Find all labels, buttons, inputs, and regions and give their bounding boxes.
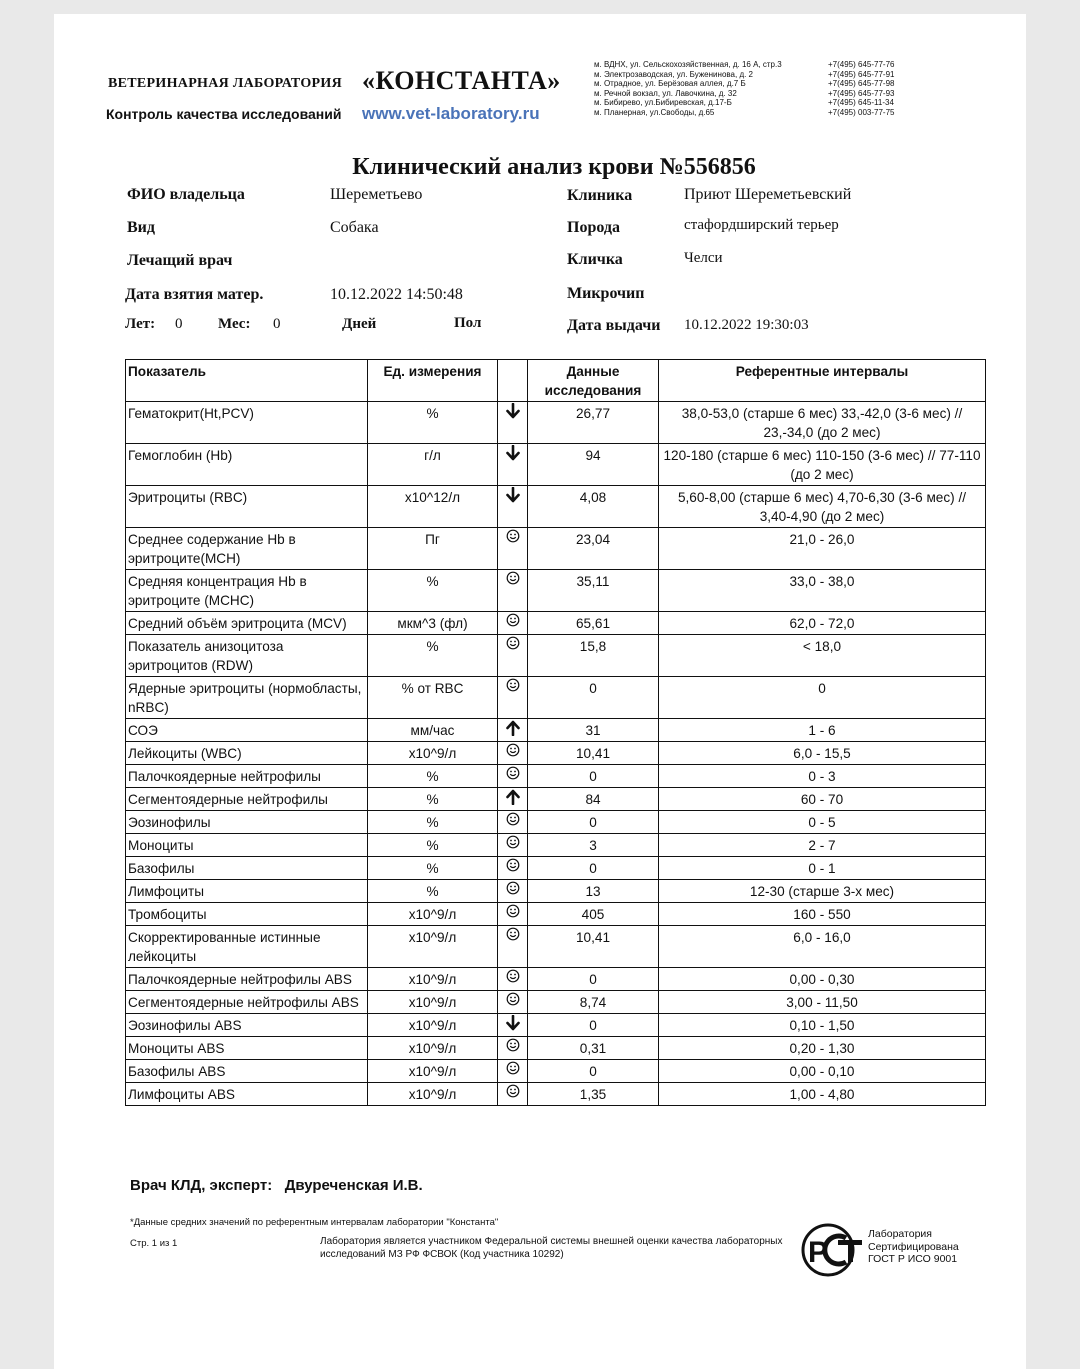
sex-label: Пол — [454, 315, 482, 331]
smiley-icon — [498, 743, 527, 757]
arrow-down-icon — [498, 403, 527, 419]
indicator-name: Среднее содержание Hb в эритроците(MCH) — [126, 528, 368, 570]
table-row — [126, 765, 986, 788]
flag-cell — [498, 926, 528, 968]
months-label: Мес: — [218, 316, 251, 332]
owner-value: Шереметьево — [330, 186, 423, 203]
flag-cell — [498, 991, 528, 1014]
species-value: Собака — [330, 219, 379, 236]
rst-certification-logo — [800, 1222, 864, 1283]
branch-row — [594, 98, 904, 108]
indicator-name: Гематокрит(Ht,PCV) — [126, 402, 368, 444]
indicator-name: Сегментоядерные нейтрофилы — [126, 788, 368, 811]
table-row — [126, 402, 986, 444]
reference-range: 0 - 3 — [659, 765, 986, 788]
result-value: 94 — [528, 444, 659, 486]
table-row — [126, 677, 986, 719]
reference-range: 6,0 - 16,0 — [659, 926, 986, 968]
table-row — [126, 834, 986, 857]
col-header-name: Показатель — [126, 360, 368, 402]
svg-text:Р: Р — [808, 1236, 829, 1269]
unit: % — [368, 811, 498, 834]
smiley-icon — [498, 529, 527, 543]
flag-cell — [498, 834, 528, 857]
result-value: 10,41 — [528, 926, 659, 968]
smiley-icon — [498, 766, 527, 780]
branch-phone: +7(495) 645-77-98 — [828, 79, 895, 89]
smiley-icon — [498, 1038, 527, 1052]
reference-range: 0 — [659, 677, 986, 719]
unit: мкм^3 (фл) — [368, 612, 498, 635]
flag-cell — [498, 1037, 528, 1060]
report-title: Клинический анализ крови №556856 — [352, 154, 756, 180]
indicator-name: Сегментоядерные нейтрофилы ABS — [126, 991, 368, 1014]
flag-cell — [498, 528, 528, 570]
indicator-name: Лимфоциты — [126, 880, 368, 903]
flag-cell — [498, 635, 528, 677]
smiley-icon — [498, 969, 527, 983]
result-value: 8,74 — [528, 991, 659, 1014]
smiley-icon — [498, 812, 527, 826]
indicator-name: Эозинофилы ABS — [126, 1014, 368, 1037]
indicator-name: Базофилы ABS — [126, 1060, 368, 1083]
branch-phone: +7(495) 645-77-93 — [828, 88, 895, 98]
indicator-name: Лимфоциты ABS — [126, 1083, 368, 1106]
smiley-icon — [498, 835, 527, 849]
indicator-name: Моноциты ABS — [126, 1037, 368, 1060]
arrow-down-icon — [498, 487, 527, 503]
clinic-value: Приют Шереметьевский — [684, 186, 852, 203]
reference-range: 0,00 - 0,10 — [659, 1060, 986, 1083]
smiley-icon — [498, 678, 527, 692]
reference-range: < 18,0 — [659, 635, 986, 677]
branch-phone: +7(495) 645-11-34 — [828, 98, 894, 108]
branch-row — [594, 108, 904, 118]
flag-cell — [498, 811, 528, 834]
footnote: *Данные средних значений по референтным интервалам лаборатории "Константа" — [130, 1217, 499, 1228]
cert-line-3: ГОСТ Р ИСО 9001 — [868, 1253, 958, 1265]
result-value: 0 — [528, 1014, 659, 1037]
unit: Пг — [368, 528, 498, 570]
flag-cell — [498, 1014, 528, 1037]
arrow-down-icon — [498, 445, 527, 461]
reference-range: 160 - 550 — [659, 903, 986, 926]
col-header-value: Данные исследования — [528, 360, 659, 402]
lab-website-link[interactable]: www.vet-laboratory.ru — [362, 104, 540, 123]
result-value: 10,41 — [528, 742, 659, 765]
branch-row — [594, 79, 904, 89]
unit: % — [368, 570, 498, 612]
result-value: 15,8 — [528, 635, 659, 677]
results-table — [125, 359, 986, 1106]
table-row — [126, 903, 986, 926]
issue-date-label: Дата выдачи — [567, 317, 661, 334]
unit: мм/час — [368, 719, 498, 742]
unit: х10^9/л — [368, 1060, 498, 1083]
reference-range: 0 - 5 — [659, 811, 986, 834]
unit: % — [368, 765, 498, 788]
table-row — [126, 612, 986, 635]
flag-cell — [498, 903, 528, 926]
cert-line-2: Сертифицирована — [868, 1240, 959, 1253]
reference-range: 1 - 6 — [659, 719, 986, 742]
reference-range: 60 - 70 — [659, 788, 986, 811]
smiley-icon — [498, 1061, 527, 1075]
branch-list — [594, 60, 904, 118]
unit: х10^9/л — [368, 742, 498, 765]
breed-label: Порода — [567, 219, 620, 236]
col-header-flag — [498, 360, 528, 402]
microchip-label: Микрочип — [567, 285, 645, 302]
table-row — [126, 528, 986, 570]
table-row — [126, 1060, 986, 1083]
indicator-name: Средний объём эритроцита (MCV) — [126, 612, 368, 635]
result-value: 35,11 — [528, 570, 659, 612]
arrow-down-icon — [498, 1015, 527, 1031]
branch-phone: +7(495) 645-77-76 — [828, 60, 895, 69]
years-value: 0 — [175, 316, 183, 332]
issue-date-value: 10.12.2022 19:30:03 — [684, 317, 809, 333]
flag-cell — [498, 444, 528, 486]
indicator-name: Эозинофилы — [126, 811, 368, 834]
branch-row — [594, 89, 904, 99]
report-page — [54, 14, 1026, 1369]
months-value: 0 — [273, 316, 281, 332]
indicator-name: Моноциты — [126, 834, 368, 857]
expert-name: Двуреченская И.В. — [284, 1177, 423, 1194]
result-value: 0,31 — [528, 1037, 659, 1060]
flag-cell — [498, 765, 528, 788]
result-value: 405 — [528, 903, 659, 926]
lab-prefix: ВЕТЕРИНАРНАЯ ЛАБОРАТОРИЯ — [108, 76, 342, 91]
result-value: 0 — [528, 677, 659, 719]
branch-address: м. Бибирево, ул.Бибиревская, д.17-Б — [594, 98, 732, 108]
branch-phone: +7(495) 645-77-91 — [828, 69, 895, 79]
flag-cell — [498, 719, 528, 742]
reference-range: 0,00 - 0,30 — [659, 968, 986, 991]
result-value: 31 — [528, 719, 659, 742]
result-value: 4,08 — [528, 486, 659, 528]
smiley-icon — [498, 927, 527, 941]
indicator-name: Гемоглобин (Hb) — [126, 444, 368, 486]
table-row — [126, 788, 986, 811]
result-value: 0 — [528, 811, 659, 834]
indicator-name: Лейкоциты (WBC) — [126, 742, 368, 765]
smiley-icon — [498, 858, 527, 872]
flag-cell — [498, 570, 528, 612]
breed-value: стафордширский терьер — [684, 217, 839, 233]
flag-cell — [498, 788, 528, 811]
certification-text — [868, 1228, 959, 1266]
table-row — [126, 742, 986, 765]
indicator-name: Эритроциты (RBC) — [126, 486, 368, 528]
flag-cell — [498, 1060, 528, 1083]
smiley-icon — [498, 992, 527, 1006]
result-value: 84 — [528, 788, 659, 811]
smiley-icon — [498, 613, 527, 627]
unit: х10^9/л — [368, 926, 498, 968]
flag-cell — [498, 968, 528, 991]
result-value: 13 — [528, 880, 659, 903]
table-row — [126, 968, 986, 991]
result-value: 0 — [528, 857, 659, 880]
table-row — [126, 719, 986, 742]
days-label: Дней — [342, 316, 377, 332]
arrow-up-icon — [498, 720, 527, 736]
indicator-name: Базофилы — [126, 857, 368, 880]
branch-row — [594, 70, 904, 80]
reference-range: 1,00 - 4,80 — [659, 1083, 986, 1106]
flag-cell — [498, 612, 528, 635]
unit: х10^9/л — [368, 968, 498, 991]
lab-name: «КОНСТАНТА» — [362, 66, 561, 95]
unit: % от RBC — [368, 677, 498, 719]
cert-line-1: Лаборатория — [868, 1228, 932, 1240]
table-row — [126, 570, 986, 612]
col-header-unit: Ед. измерения — [368, 360, 498, 402]
lab-subtitle: Контроль качества исследований — [106, 106, 342, 122]
clinic-label: Клиника — [567, 187, 633, 204]
flag-cell — [498, 402, 528, 444]
unit: х10^9/л — [368, 903, 498, 926]
indicator-name: СОЭ — [126, 719, 368, 742]
result-value: 23,04 — [528, 528, 659, 570]
result-value: 3 — [528, 834, 659, 857]
reference-range: 3,00 - 11,50 — [659, 991, 986, 1014]
result-value: 0 — [528, 765, 659, 788]
smiley-icon — [498, 881, 527, 895]
indicator-name: Палочкоядерные нейтрофилы — [126, 765, 368, 788]
table-header-row — [126, 360, 986, 402]
reference-range: 6,0 - 15,5 — [659, 742, 986, 765]
unit: г/л — [368, 444, 498, 486]
reference-range: 2 - 7 — [659, 834, 986, 857]
reference-range: 62,0 - 72,0 — [659, 612, 986, 635]
indicator-name: Средняя концентрация Hb в эритроците (MCHC) — [126, 570, 368, 612]
unit: х10^9/л — [368, 1083, 498, 1106]
flag-cell — [498, 486, 528, 528]
reference-range: 33,0 - 38,0 — [659, 570, 986, 612]
page-number: Стр. 1 из 1 — [130, 1238, 178, 1249]
table-row — [126, 926, 986, 968]
table-row — [126, 635, 986, 677]
branch-address: м. Планерная, ул.Свободы, д.65 — [594, 107, 715, 117]
flag-cell — [498, 857, 528, 880]
smiley-icon — [498, 1084, 527, 1098]
result-value: 65,61 — [528, 612, 659, 635]
smiley-icon — [498, 904, 527, 918]
unit: % — [368, 880, 498, 903]
reference-range: 12-30 (старше 3-х мес) — [659, 880, 986, 903]
reference-range: 38,0-53,0 (старше 6 мес) 33,-42,0 (3-6 мес) // 23,-34,0 (до 2 мес) — [659, 402, 986, 444]
flag-cell — [498, 677, 528, 719]
unit: % — [368, 635, 498, 677]
unit: % — [368, 857, 498, 880]
table-row — [126, 1083, 986, 1106]
expert-line — [130, 1177, 423, 1194]
table-row — [126, 444, 986, 486]
table-row — [126, 880, 986, 903]
unit: х10^9/л — [368, 991, 498, 1014]
result-value: 0 — [528, 1060, 659, 1083]
years-label: Лет: — [125, 316, 156, 332]
sample-date-value: 10.12.2022 14:50:48 — [330, 286, 463, 303]
table-row — [126, 1014, 986, 1037]
unit: х10^12/л — [368, 486, 498, 528]
table-row — [126, 486, 986, 528]
owner-label: ФИО владельца — [127, 186, 245, 203]
indicator-name: Скорректированные истинные лейкоциты — [126, 926, 368, 968]
membership-note: Лаборатория является участником Федеральной системы внешней оценки качества лабораторных исследований МЗ РФ ФСВОК (Код участника 10292) — [320, 1236, 783, 1260]
branch-phone: +7(495) 003-77-75 — [828, 107, 895, 117]
doctor-label: Лечащий врач — [127, 252, 233, 269]
unit: % — [368, 834, 498, 857]
nickname-value: Челси — [684, 250, 723, 266]
branch-address: м. Отрадное, ул. Берёзовая аллея, д.7 Б — [594, 79, 746, 89]
indicator-name: Тромбоциты — [126, 903, 368, 926]
indicator-name: Показатель анизоцитоза эритроцитов (RDW) — [126, 635, 368, 677]
smiley-icon — [498, 571, 527, 585]
sample-date-label: Дата взятия матер. — [125, 286, 264, 303]
reference-range: 5,60-8,00 (старше 6 мес) 4,70-6,30 (3-6 мес) // 3,40-4,90 (до 2 мес) — [659, 486, 986, 528]
unit: % — [368, 788, 498, 811]
table-row — [126, 857, 986, 880]
species-label: Вид — [127, 219, 155, 236]
flag-cell — [498, 880, 528, 903]
unit: % — [368, 402, 498, 444]
table-row — [126, 811, 986, 834]
nickname-label: Кличка — [567, 251, 623, 268]
flag-cell — [498, 742, 528, 765]
smiley-icon — [498, 636, 527, 650]
result-value: 26,77 — [528, 402, 659, 444]
reference-range: 0,20 - 1,30 — [659, 1037, 986, 1060]
result-value: 0 — [528, 968, 659, 991]
table-row — [126, 1037, 986, 1060]
table-row — [126, 991, 986, 1014]
branch-address: м. ВДНХ, ул. Сельскохозяйственная, д. 16 А, стр.3 — [594, 60, 782, 69]
unit: х10^9/л — [368, 1037, 498, 1060]
expert-label: Врач КЛД, эксперт: — [130, 1177, 273, 1194]
result-value: 1,35 — [528, 1083, 659, 1106]
reference-range: 120-180 (старше 6 мес) 110-150 (3-6 мес) // 77-110 (до 2 мес) — [659, 444, 986, 486]
unit: х10^9/л — [368, 1014, 498, 1037]
branch-row — [594, 60, 904, 70]
indicator-name: Палочкоядерные нейтрофилы ABS — [126, 968, 368, 991]
indicator-name: Ядерные эритроциты (нормобласты, nRBC) — [126, 677, 368, 719]
branch-address: м. Речной вокзал, ул. Лавочкина, д. 32 — [594, 88, 737, 98]
branch-address: м. Электрозаводская, ул. Буженинова, д. 2 — [594, 69, 754, 79]
reference-range: 0,10 - 1,50 — [659, 1014, 986, 1037]
reference-range: 0 - 1 — [659, 857, 986, 880]
reference-range: 21,0 - 26,0 — [659, 528, 986, 570]
flag-cell — [498, 1083, 528, 1106]
col-header-ref: Референтные интервалы — [659, 360, 986, 402]
arrow-up-icon — [498, 789, 527, 805]
